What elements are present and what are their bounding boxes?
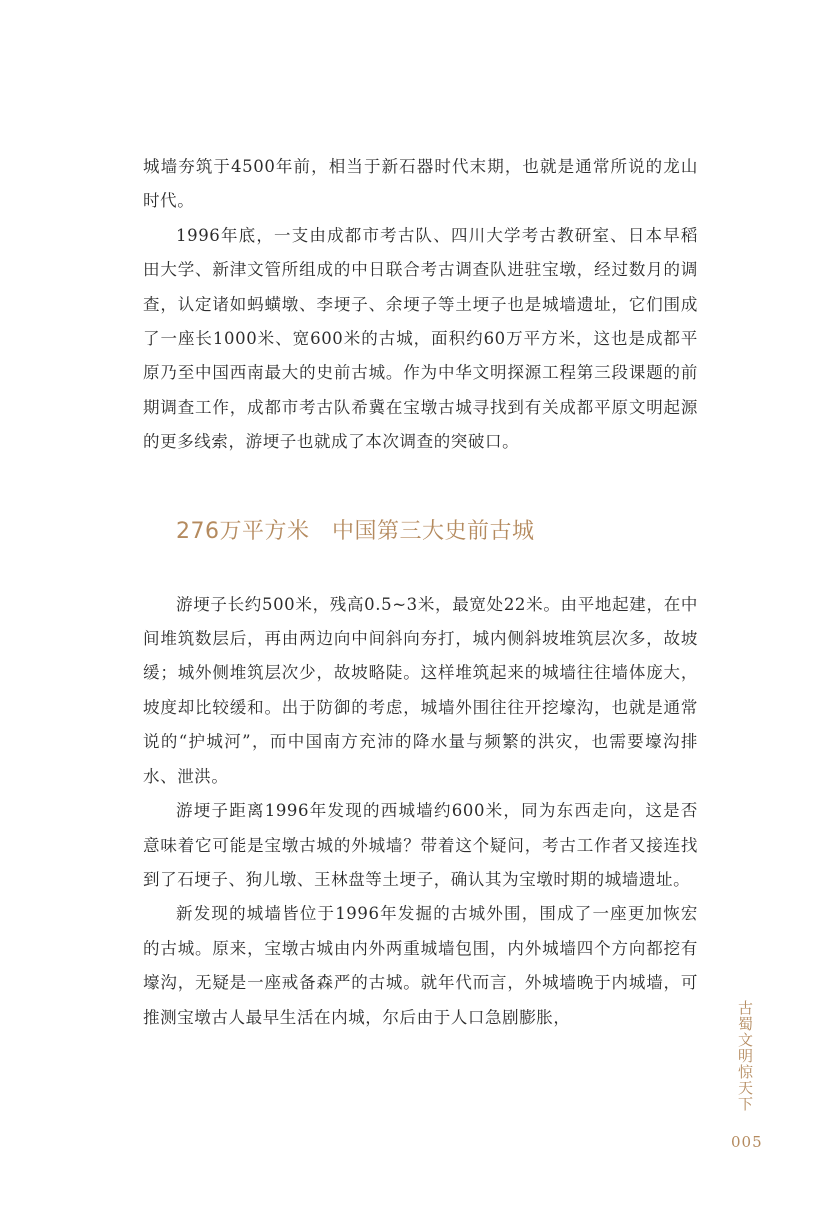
paragraph-4: 游埂子距离1996年发现的西城墙约600米，同为东西走向，这是否意味着它可能是宝墩古城的外城墙？带着这个疑问，考古工作者又接连找到了石埂子、狗儿墩、王林盘等土埂子，确认其为宝墩时期的城墙遗址。	[143, 801, 698, 889]
page-number: 005	[731, 1133, 763, 1151]
section-spacer-bottom	[143, 550, 698, 588]
paragraph-5: 新发现的城墙皆位于1996年发掘的古城外围，围成了一座更加恢宏的古城。原来，宝墩古城由内外两重城墙包围，内外城墙四个方向都挖有壕沟，无疑是一座戒备森严的古城。就年代而言，外城墙晚于内城墙，可推测宝墩古人最早生活在内城，尔后由于人口急剧膨胀，	[143, 904, 698, 1027]
section-title: 276万平方米 中国第三大史前古城	[176, 518, 535, 544]
paragraph-1: 城墙夯筑于4500年前，相当于新石器时代末期，也就是通常所说的龙山时代。	[143, 157, 698, 211]
paragraph-3: 游埂子长约500米，残高0.5~3米，最宽处22米。由平地起建，在中间堆筑数层后，再由两边向中间斜向夯打，城内侧斜坡堆筑层次多，故坡缓；城外侧堆筑层次少，故坡略陡。这样堆筑起来的城墙往往墙体庞大，坡度却比较缓和。出于防御的考虑，城墙外围往往开挖壕沟，也就是通常说的“护城河”，而中国南方充沛的降水量与频繁的洪灾，也需要壕沟排水、泄洪。	[143, 594, 698, 786]
page-content	[143, 150, 698, 1035]
section-spacer-top	[143, 460, 698, 514]
paragraph-2: 1996年底，一支由成都市考古队、四川大学考古教研室、日本早稻田大学、新津文管所组成的中日联合考古调查队进驻宝墩，经过数月的调查，认定诸如蚂蟥墩、李埂子、余埂子等土埂子也是城墙遗址，它们围成了一座长1000米、宽600米的古城，面积约60万平方米，这也是成都平原乃至中国西南最大的史前古城。作为中华文明探源工程第三段课题的前期调查工作，成都市考古队希冀在宝墩古城寻找到有关成都平原文明起源的更多线索，游埂子也就成了本次调查的突破口。	[143, 225, 698, 452]
running-book-title: 古蜀文明惊天下	[736, 1000, 754, 1112]
